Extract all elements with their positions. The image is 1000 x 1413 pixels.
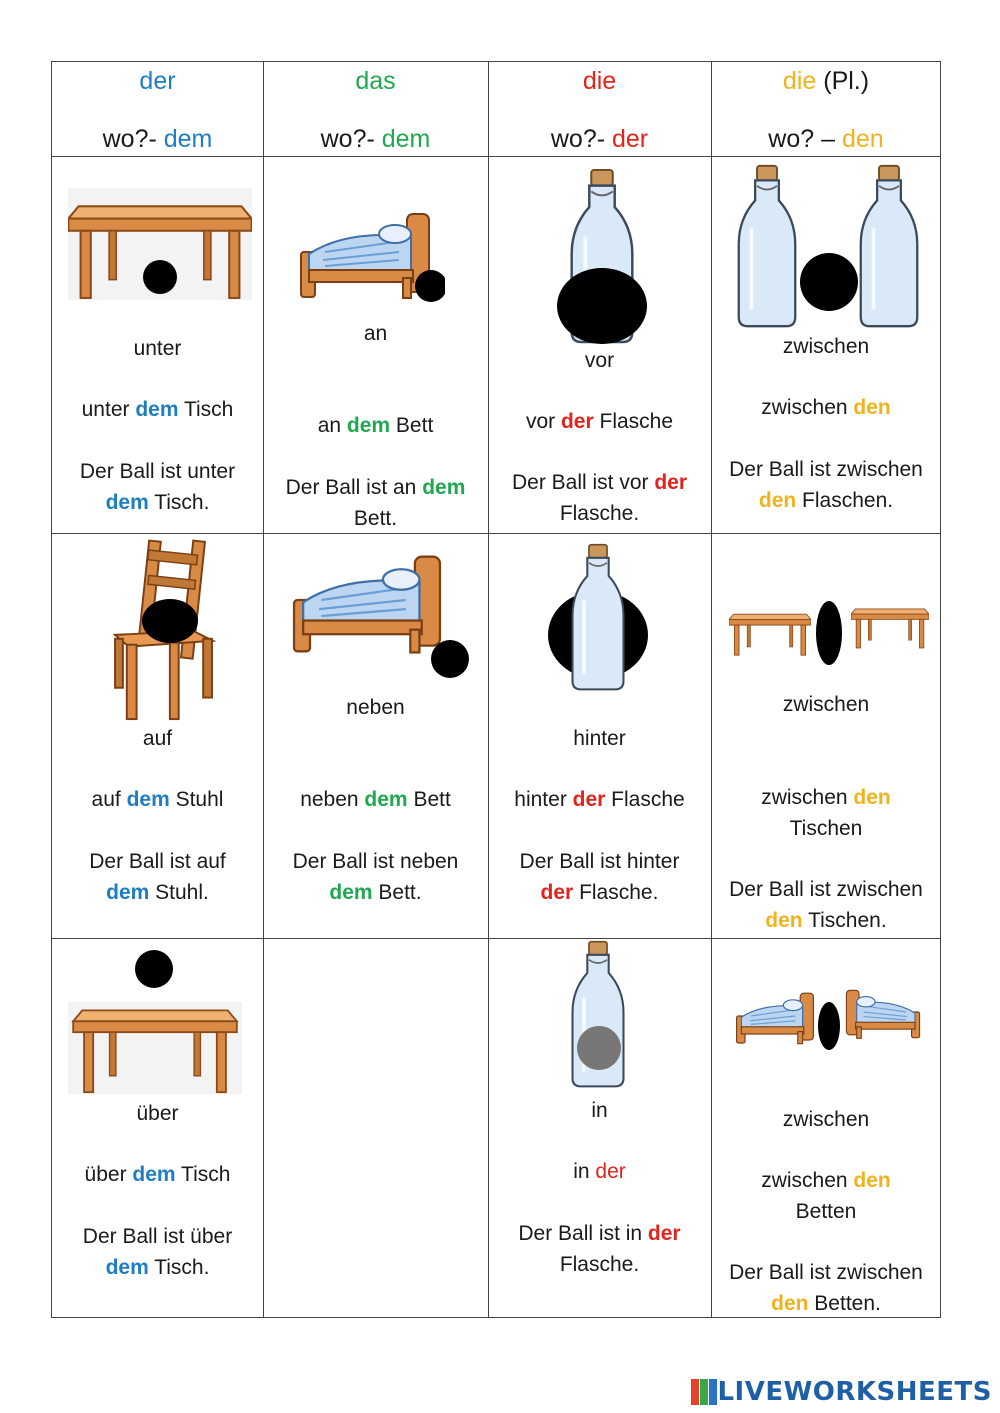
cell-in (488, 938, 711, 1318)
cell-neben (263, 533, 488, 938)
phrase: an dem Bett (317, 414, 434, 437)
article-das: das (355, 67, 396, 95)
phrase: in der (573, 1160, 626, 1183)
preposition-label: zwischen (782, 693, 870, 716)
preposition-label: in (591, 1099, 608, 1122)
two-tables-picture (729, 579, 929, 683)
ball (135, 950, 173, 988)
empty-cell (263, 938, 488, 1318)
article-die-plural: die (782, 67, 817, 95)
phrase: zwischen den Tischen (761, 786, 891, 840)
case-dem: dem (381, 125, 431, 153)
sentence: Der Ball ist zwischen den Flaschen. (729, 458, 923, 512)
cell-vor (488, 156, 711, 533)
phrase: hinter der Flasche (514, 788, 685, 811)
chair-picture (104, 537, 224, 723)
ball (816, 601, 842, 665)
phrase: über dem Tisch (84, 1163, 231, 1186)
ball (143, 260, 177, 294)
liveworksheets-logo[interactable] (691, 1377, 992, 1407)
table-picture (68, 950, 242, 1094)
sentence: Der Ball ist über dem Tisch. (82, 1225, 233, 1279)
phrase: vor der Flasche (525, 410, 674, 433)
sentence: Der Ball ist auf dem Stuhl. (89, 850, 226, 904)
preposition-label: auf (142, 727, 173, 750)
cell-an (263, 156, 488, 533)
sentence: Der Ball ist unter dem Tisch. (79, 460, 236, 514)
preposition-label: zwischen (782, 1108, 870, 1131)
sentence: Der Ball ist neben dem Bett. (292, 850, 459, 904)
bottle-picture (564, 940, 632, 1090)
logo-badge-icon (691, 1379, 717, 1405)
header-cell-plural (711, 62, 941, 156)
header-cell-die (488, 62, 711, 156)
case-dem: dem (163, 125, 213, 153)
phrase: auf dem Stuhl (91, 788, 224, 811)
case-den: den (841, 125, 884, 153)
wo-question: wo? – (768, 125, 842, 153)
preposition-label: vor (584, 349, 615, 372)
header-cell-der (52, 62, 263, 156)
article-die: die (582, 67, 617, 95)
cell-auf (52, 533, 263, 938)
wo-question: wo?- (550, 125, 612, 153)
case-der: der (612, 125, 649, 153)
bed-picture (295, 202, 445, 310)
ball (557, 268, 647, 344)
brand-name: LIVEWORKSHEETS (717, 1377, 992, 1407)
preposition-label: über (136, 1102, 179, 1125)
wo-question: wo?- (102, 125, 164, 153)
sentence: Der Ball ist zwischen den Betten. (729, 1261, 923, 1315)
preposition-table (51, 61, 941, 1318)
cell-zwischen-flaschen (711, 156, 941, 533)
table-picture (68, 188, 252, 300)
bottle-picture (556, 168, 648, 344)
ball (818, 1002, 840, 1050)
plural-marker: (Pl.) (816, 67, 870, 95)
preposition-label: hinter (573, 727, 626, 750)
sentence: Der Ball ist vor der Flasche. (511, 471, 688, 525)
ball (577, 1026, 621, 1070)
ball (142, 599, 198, 643)
bed-picture (287, 543, 473, 683)
sentence: Der Ball ist an dem Bett. (285, 476, 466, 530)
phrase: unter dem Tisch (81, 398, 234, 421)
cell-unter (52, 156, 263, 533)
two-bottles-picture (731, 164, 923, 330)
ball (431, 640, 469, 678)
phrase: zwischen den (761, 396, 891, 419)
sentence: Der Ball ist hinter der Flasche. (519, 850, 680, 904)
preposition-label: unter (133, 337, 182, 360)
cell-zwischen-tischen (711, 533, 941, 938)
preposition-label: an (363, 322, 388, 345)
wo-question: wo?- (320, 125, 382, 153)
two-beds-picture (733, 962, 923, 1068)
sentence: Der Ball ist zwischen den Tischen. (729, 878, 923, 932)
article-der: der (139, 67, 176, 95)
preposition-label: neben (346, 696, 405, 719)
cell-ueber (52, 938, 263, 1318)
ball (800, 253, 858, 311)
header-cell-das (263, 62, 488, 156)
cell-hinter (488, 533, 711, 938)
bottle-picture (548, 543, 648, 693)
phrase: zwischen den Betten (761, 1169, 891, 1223)
sentence: Der Ball ist in der Flasche. (518, 1222, 681, 1276)
phrase: neben dem Bett (300, 788, 451, 811)
cell-zwischen-betten (711, 938, 941, 1318)
preposition-label: zwischen (782, 335, 870, 358)
